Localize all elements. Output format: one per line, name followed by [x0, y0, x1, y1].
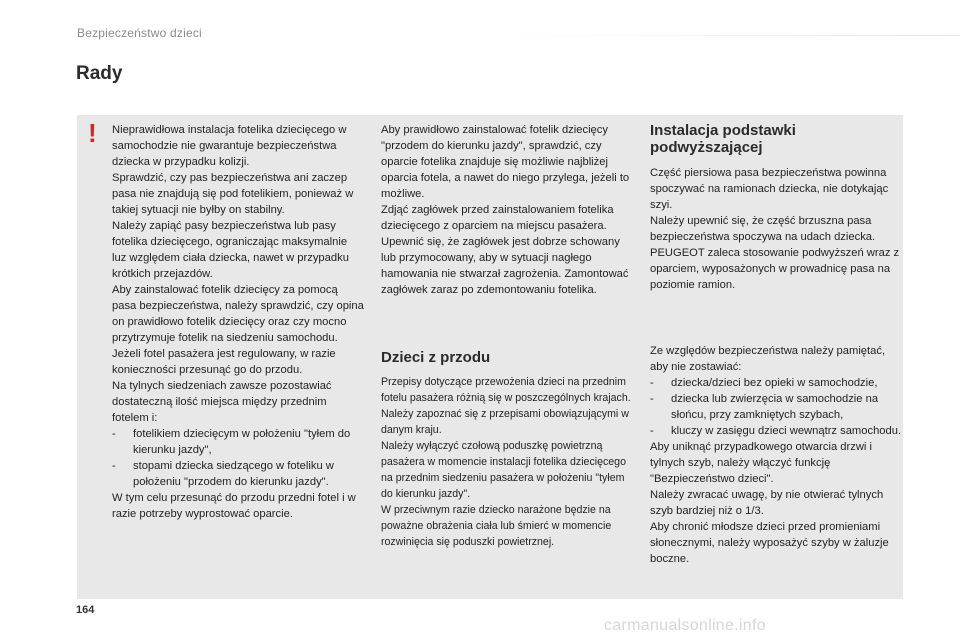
section-header: Bezpieczeństwo dzieci [77, 26, 202, 40]
page-number: 164 [76, 604, 95, 616]
warning-column [112, 122, 364, 522]
header-divider [480, 35, 960, 36]
warning-closing: W tym celu przesunąć do przodu przedni fotel i w razie potrzeby wyprostować oparcie. [112, 492, 356, 520]
booster-column [650, 122, 902, 293]
safety-bullet [650, 375, 902, 391]
bullet-dash: - [650, 377, 654, 389]
warning-paragraph: Nieprawidłowa instalacja fotelika dziecięcego w samochodzie nie gwarantuje bezpieczeństwa dziecka w przypadku kolizji. [112, 124, 347, 168]
bullet-text: stopami dziecka siedzącego w foteliku w położeniu "przodem do kierunku jazdy". [133, 460, 334, 488]
watermark: carmanualsonline.info [604, 617, 766, 634]
booster-heading: Instalacja podstawki podwyższającej [650, 122, 796, 156]
booster-paragraph: Część piersiowa pasa bezpieczeństwa powinna spoczywać na ramionach dziecka, nie dotykając szyi. [650, 167, 889, 211]
warning-paragraph: Należy zapiąć pasy bezpieczeństwa lub pasy fotelika dziecięcego, ograniczając maksymalnie luz względem ciała dziecka, nawet w przypadku krótkich przejazdów. [112, 220, 349, 280]
front-paragraph: Przepisy dotyczące przewożenia dzieci na przednim fotelu pasażera różnią się w poszczególnych krajach. Należy zapoznać się z przepisami obowiązującymi w danym kraju. [381, 376, 631, 436]
bullet-text: kluczy w zasięgu dzieci wewnątrz samochodu. [671, 425, 902, 437]
safety-intro: Ze względów bezpieczeństwa należy pamiętać, aby nie zostawiać: [650, 345, 886, 373]
warning-paragraph: Sprawdzić, czy pas bezpieczeństwa ani zaczep pasa nie znajdują się pod fotelikiem, ponieważ w takiej sytuacji nie byłby on stabilny. [112, 172, 354, 216]
front-paragraph: W przeciwnym razie dziecko narażone będzie na poważne obrażenia ciała lub śmierć w momencie rozwinięcia się poduszki powietrznej. [381, 504, 612, 548]
bullet-text: dziecka lub zwierzęcia w samochodzie na słońcu, przy zamkniętych szybach, [671, 393, 879, 421]
bullet-dash: - [112, 460, 116, 472]
bullet-dash: - [112, 428, 116, 440]
bullet-text: dziecka/dzieci bez opieki w samochodzie, [671, 377, 878, 389]
warning-paragraph: Aby zainstalować fotelik dziecięcy za pomocą pasa bezpieczeństwa, należy sprawdzić, czy opina on prawidłowo fotelik dziecięcy oraz czy mocno przytrzymuje fotelik na siedzeniu samochodu. Jeżeli fotel pasażera jest regulowany, w razie konieczności przesunąć go do przodu. [112, 284, 364, 376]
bullet-dash: - [650, 425, 654, 437]
page-title: Rady [76, 63, 123, 84]
booster-paragraph: Należy upewnić się, że część brzuszna pasa bezpieczeństwa spoczywa na udach dziecka. [650, 215, 876, 243]
safety-paragraph: Aby chronić młodsze dzieci przed promieniami słonecznymi, należy wyposażyć szyby w żaluzje boczne. [650, 521, 889, 565]
bullet-dash: - [650, 393, 654, 405]
safety-column [650, 343, 902, 567]
safety-paragraph: Aby uniknąć przypadkowego otwarcia drzwi i tylnych szyb, należy włączyć funkcję "Bezpieczeństwo dzieci". [650, 441, 872, 485]
warning-paragraph: Na tylnych siedzeniach zawsze pozostawiać dostateczną ilość miejsca między przednim fotelem i: [112, 380, 332, 424]
front-paragraph: Należy wyłączyć czołową poduszkę powietrzną pasażera w momencie instalacji fotelika dziecięcego na przednim siedzeniu pasażera w położeniu "tyłem do kierunku jazdy". [381, 440, 626, 500]
safety-paragraph: Należy zwracać uwagę, by nie otwierać tylnych szyb bardziej niż o 1/3. [650, 489, 884, 517]
middle-paragraph: Aby prawidłowo zainstalować fotelik dziecięcy "przodem do kierunku jazdy", sprawdzić, czy oparcie fotelika znajduje się możliwie najbliżej oparcia fotela, a nawet do niego przylega, jeżeli to możliwe. [381, 124, 630, 200]
front-seat-column [381, 374, 636, 550]
safety-bullet [650, 423, 902, 439]
front-seat-heading: Dzieci z przodu [381, 349, 491, 366]
warning-bullet [112, 426, 364, 458]
middle-paragraph: Upewnić się, że zagłówek jest dobrze schowany lub przymocowany, aby w sytuacji nagłego hamowania nie stwarzał zagrożenia. Zamontować zagłówek zaraz po zdemontowaniu fotelika. [381, 236, 629, 296]
middle-paragraph: Zdjąć zagłówek przed zainstalowaniem fotelika dziecięcego z oparciem na miejscu pasażera. [381, 204, 614, 232]
middle-column [381, 122, 636, 298]
safety-bullet [650, 391, 902, 423]
warning-icon: ! [88, 118, 97, 148]
warning-bullet [112, 458, 364, 490]
bullet-text: fotelikiem dziecięcym w położeniu "tyłem do kierunku jazdy", [133, 428, 351, 456]
booster-paragraph: PEUGEOT zaleca stosowanie podwyższeń wraz z oparciem, wyposażonych w prowadnicę pasa na poziomie ramion. [650, 247, 900, 291]
